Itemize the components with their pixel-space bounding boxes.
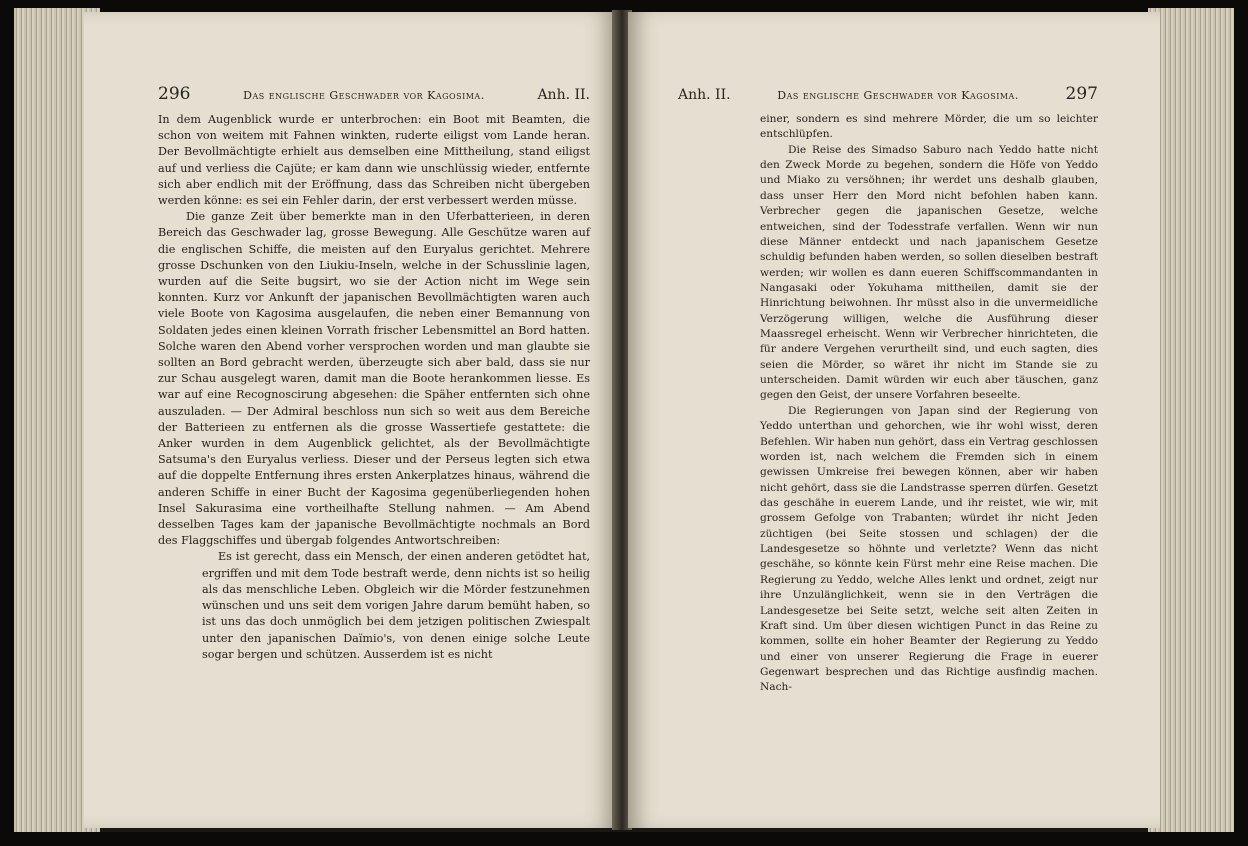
right-paragraph-1: einer, sondern es sind mehrere Mörder, die um so leichter entschlüpfen. <box>760 113 1098 141</box>
right-paragraph-2: Die Reise des Simadso Saburo nach Yeddo hatte nicht den Zweck Morde zu begehen, sondern die Höfe von Yeddo und Miako zu versöhnen; ihr werdet uns deshalb glauben, dass unser Herr den Mord nicht befohlen haben kann. Verbrecher gegen die japanischen Gesetze, welche entweichen, sind der Todesstrafe verfallen. Wenn wir nun diese Männer entdeckt und nach japanischem Gesetze schuldig befunden haben werden, so sollen dieselben bestraft werden; wir wollen es dann eueren Schiffscommandanten in Nangasaki oder Yokuhama mittheilen, damit sie der Hinrichtung beiwohnen. Ihr müsst also in die unvermeidliche Verzögerung willigen, welche die Ausführung dieser Maassregel erheischt. Wenn wir Verbrecher hinrichteten, die für andere Vergehen verurtheilt sind, und euch sagten, dies seien die Mörder, so wäret ihr nicht im Stande sie zu unterscheiden. Damit würden wir euch aber täuschen, ganz gegen den Geist, der unsere Vorfahren beseelte. <box>760 143 1098 402</box>
right-page-number: 297 <box>1065 84 1098 104</box>
right-appendix-label: Anh. II. <box>678 87 731 103</box>
left-page-number: 296 <box>158 84 191 104</box>
left-body-text <box>158 112 590 663</box>
left-running-title: Das englische Geschwader vor Kagosima. <box>243 89 485 102</box>
right-running-title: Das englische Geschwader vor Kagosima. <box>777 89 1019 102</box>
left-quote-text: Es ist gerecht, dass ein Mensch, der einen anderen getödtet hat, ergriffen und mit dem Tode bestraft werde, denn nichts ist so heilig als das menschliche Leben. Obgleich wir die Mörder festzunehmen wünschen und uns seit dem vorigen Jahre darum bemüht haben, so ist uns das doch unmöglich bei dem jetzigen politischen Zwiespalt unter den japanischen Daïmio's, von denen einige solche Leute sogar bergen und schützen. Ausserdem ist es nicht <box>202 550 590 661</box>
right-body-text <box>760 112 1098 696</box>
left-appendix-label: Anh. II. <box>537 87 590 103</box>
left-running-head <box>158 84 590 108</box>
left-paragraph-1: In dem Augenblick wurde er unterbrochen: ein Boot mit Beamten, die schon von weitem mit Fahnen winkten, ruderte eiligst vom Lande heran. Der Bevollmächtigte erhielt aus demselben eine Mittheilung, stand eiligst auf und verliess die Cajüte; er kam dann wie unschlüssig wieder, entfernte sich aber endlich mit der Eröffnung, dass das Schreiben nicht übergeben werden könne: es sei ein Fehler darin, der erst verbessert werden müsse. <box>158 113 590 208</box>
left-paragraph-2: Die ganze Zeit über bemerkte man in den Uferbatterieen, in deren Bereich das Geschwader lag, grosse Bewegung. Alle Geschütze waren auf die englischen Schiffe, die meisten auf den Euryalus gerichtet. Mehrere grosse Dschunken von den Liukiu-Inseln, welche in der Schusslinie lagen, wurden auf die Seite bugsirt, wo sie der Action nicht im Wege sein konnten. Kurz vor Ankunft der japanischen Bevollmächtigten waren auch viele Boote von Kagosima ausgelaufen, die neben einer Bemannung von Soldaten jedes einen kleinen Vorrath frischer Lebensmittel an Bord hatten. Solche waren den Abend vorher versprochen worden und man glaubte sie sollten an Bord gebracht werden, überzeugte sich aber bald, dass sie nur zur Schau ausgelegt waren, damit man die Boote herankommen liesse. Es war auf eine Recognoscirung abgesehen: die Späher entfernten sich ohne auszuladen. — Der Admiral beschloss nun sich so weit aus dem Bereiche der Batterieen zu entfernen als die grosse Wassertiefe gestattete: die Anker wurden in dem Augenblick gelichtet, als der Bevollmächtigte Satsuma's den Euryalus verliess. Dieser und der Perseus legten sich etwa auf die doppelte Entfernung ihres ersten Ankerplatzes hinaus, während die anderen Schiffe in einer Bucht der Kagosima gegenüberliegenden hohen Insel Sakurasima eine vortheilhafte Stellung nahmen. — Am Abend desselben Tages kam der japanische Bevollmächtigte nochmals an Bord des Flaggschiffes und übergab folgendes Antwortschreiben: <box>158 210 590 548</box>
left-quoted-letter <box>202 549 590 662</box>
right-page-edges <box>1148 8 1234 832</box>
right-running-head <box>678 84 1098 108</box>
right-paragraph-3: Die Regierungen von Japan sind der Regierung von Yeddo unterthan und gehorchen, wie ihr wohl wisst, deren Befehlen. Wir haben nun gehört, dass ein Vertrag geschlossen worden ist, nach welchem die Fremden sich in einem gewissen Umkreise frei bewegen können, aber wir haben nicht gehört, dass sie die Landstrasse sperren dürfen. Gesetzt das geschähe in euerem Lande, und ihr reistet, wie wir, mit grossem Gefolge von Trabanten; würdet ihr nicht Jeden züchtigen (bei Seite stossen und schlagen) der die Landesgesetze so höhnte und verletzte? Wenn das nicht geschähe, so könnte kein Fürst mehr eine Reise machen. Die Regierung zu Yeddo, welche Alles lenkt und ordnet, zeigt nur ihre Unzulänglichkeit, wenn sie in den Verträgen die Landesgesetze bei Seite setzt, welche seit alten Zeiten in Kraft sind. Um über diesen wichtigen Punct in das Reine zu kommen, sollte ein hoher Beamter der Regierung zu Yeddo und einer von unserer Regierung die Frage in euerer Gegenwart besprechen und das Richtige ausfindig machen. Nach- <box>760 404 1098 694</box>
